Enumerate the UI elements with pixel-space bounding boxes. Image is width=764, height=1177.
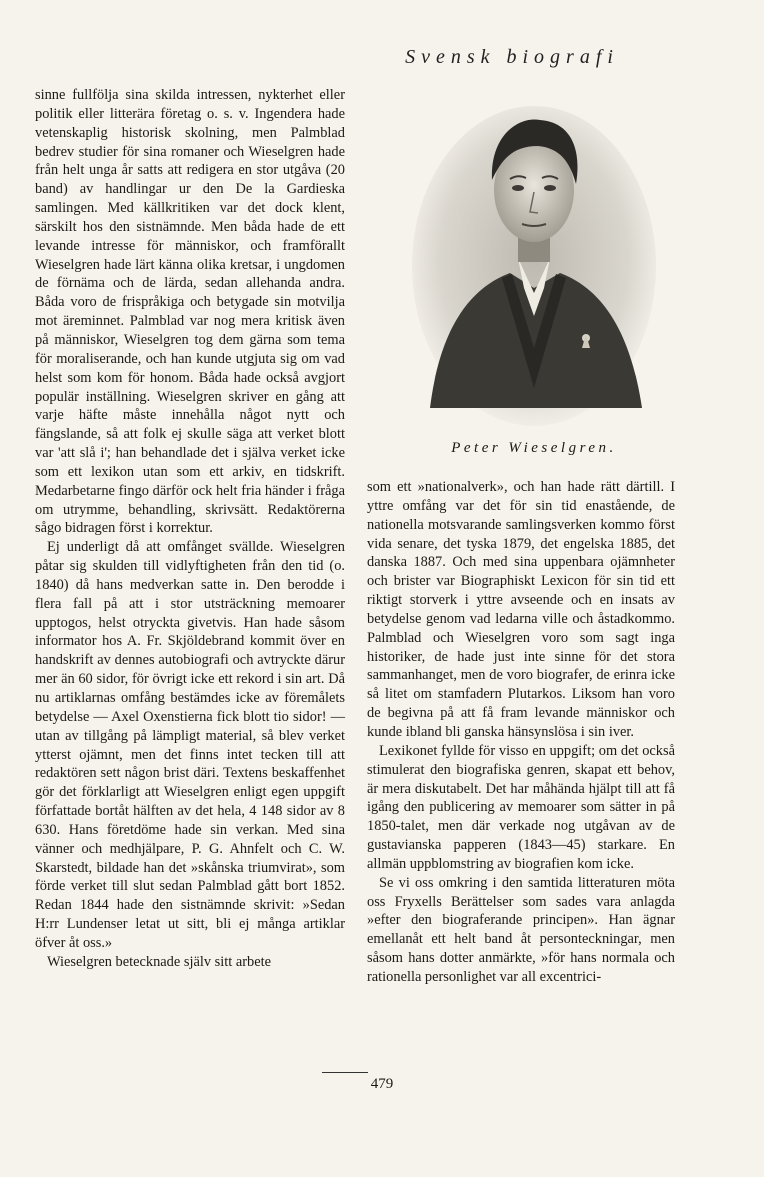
left-paragraph-1: sinne fullfölja sina skilda intressen, nykterhet eller politik eller litterära företag o. s. v. Ingendera hade vetenskaplig historisk skolning, men Palmblad bedrev studier för sina romaner och Wieselgren hade från helt unga år satts att redigera en stor utgåva (20 band) av handlingar ur den De la Gardieska samlingen. Med källkritiken var det dock klent, särskilt hos den sistnämnde. Men båda hade de ett levande intresse för människor, och framförallt Wieselgren hade lärt känna olika kretsar, i ungdomen de förnäma och de lärda, sedan allehanda andra. Båda voro de frispråkiga och betygade sin motvilja mot äreminnet. Palmblad var nog mera kritisk även på människor, Wieselgren tog dem gärna som tema för moraliserande, och han kunde utgjuta sig om vad helst som kom för honom. Båda hade också avgjort populär inställning. Wieselgren skriver en gång att varje häfte måste innehålla något nytt och fängslande, så att folk ej skulle säga att verket blott var 'att slå i'; han behandlade det i själva verket icke som ett lexikon utan som ett arkiv, en tidskrift. Medarbetarne fingo därför ock helt fria händer i fråga om utrymme, behandling, skrivsätt. Redaktörerna sågo bidragen först i korrektur. [35, 87, 345, 537]
right-paragraph-1: som ett »nationalverk», och han hade rätt därtill. I yttre omfång var det för sin tid enastående, de nationella motsvarande samlingsverken kommo först vida senare, det tyska 1879, det engelska 1885, det danska 1887. Och med sina uppenbara ojämnheter och brister var Biographiskt Lexicon för sin tid ett riktigt storverk i yttre avseende och en insats av betydelse genom vad ledarna ville och åstadkommo. Palmblad och Wieselgren voro som sagt inga historiker, de hade just inte sinne för det stora sammanhanget, men de voro biografer, de erinra icke så litet om stamfadern Plutarkos. Liksom han voro de begivna på att få fram levande människor och kunde ibland bli ganska hänsynslösa i sin iver. [367, 479, 675, 740]
left-paragraph-3: Wieselgren betecknade själv sitt arbete [47, 953, 271, 970]
left-column [35, 86, 345, 972]
page-number: 479 [370, 1076, 394, 1092]
portrait-engraving [410, 88, 658, 428]
right-paragraph-2: Lexikonet fyllde för visso en uppgift; om det också stimulerat den biografiska genren, skapat ett behov, är mera diskutabelt. Det har måhända hjälpt till att få igång den publicering av memoarer som sätter in på 1850-talet, men där verkade nog utgåvan av de gustavianska papperen (1843—45) starkare. En allmän uppblomstring av biografien kom icke. [367, 742, 675, 872]
portrait-caption: Peter Wieselgren. [451, 440, 617, 456]
right-column [367, 478, 675, 987]
right-paragraph-3: Se vi oss omkring i den samtida litteraturen möta oss Fryxells Berättelser som sades vara anlagda »efter den biograferande principen». Han ägnar emellanåt ett helt band åt personteckningar, men såsom hans dotter anmärkte, »för hans normala och rationella personlighet var all excentrici- [367, 874, 675, 985]
folio-rule [322, 1072, 368, 1073]
portrait-image [410, 88, 658, 428]
left-paragraph-2: Ej underligt då att omfånget svällde. Wieselgren påtar sig skulden till vidlyftigheten från den tid (o. 1840) då hans medverkan satte in. Den berodde i flera fall på att i stor utsträckning memoarer upptogos, helst otryckta givetvis. Han hade såsom informator hos A. Fr. Skjöldebrand kommit över en handskrift av dennes autobiografi och avtryckte därur mer än 60 sidor, för övrigt icke ett rekord i sin art. Då nu artiklarnas omfång bestämdes icke av föremålets betydelse — Axel Oxenstierna fick blott tio sidor! — utan av tillgång på lämpligt material, så blev verket ytterst ojämnt, men det finns intet tecken till att redaktören sett någon brist däri. Textens beskaffenhet gör det förklarligt att Wieselgren enligt egen uppgift författade bortåt hälften av det hela, 4 148 sidor av 8 630. Hans företdöme hade sin verkan. Med sina vänner och medhjälpare, P. G. Ahnfelt och C. W. Skarstedt, bildade han det »skånska triumvirat», som förde verket till slut sedan Palmblad gått bort 1852. Redan 1844 hade den sistnämnde skrivit: »Sedan H:rr Lundenser letat ut sitt, bli ej många artiklar öfver åt oss.» [35, 539, 345, 951]
running-head: Svensk biografi [405, 46, 619, 68]
